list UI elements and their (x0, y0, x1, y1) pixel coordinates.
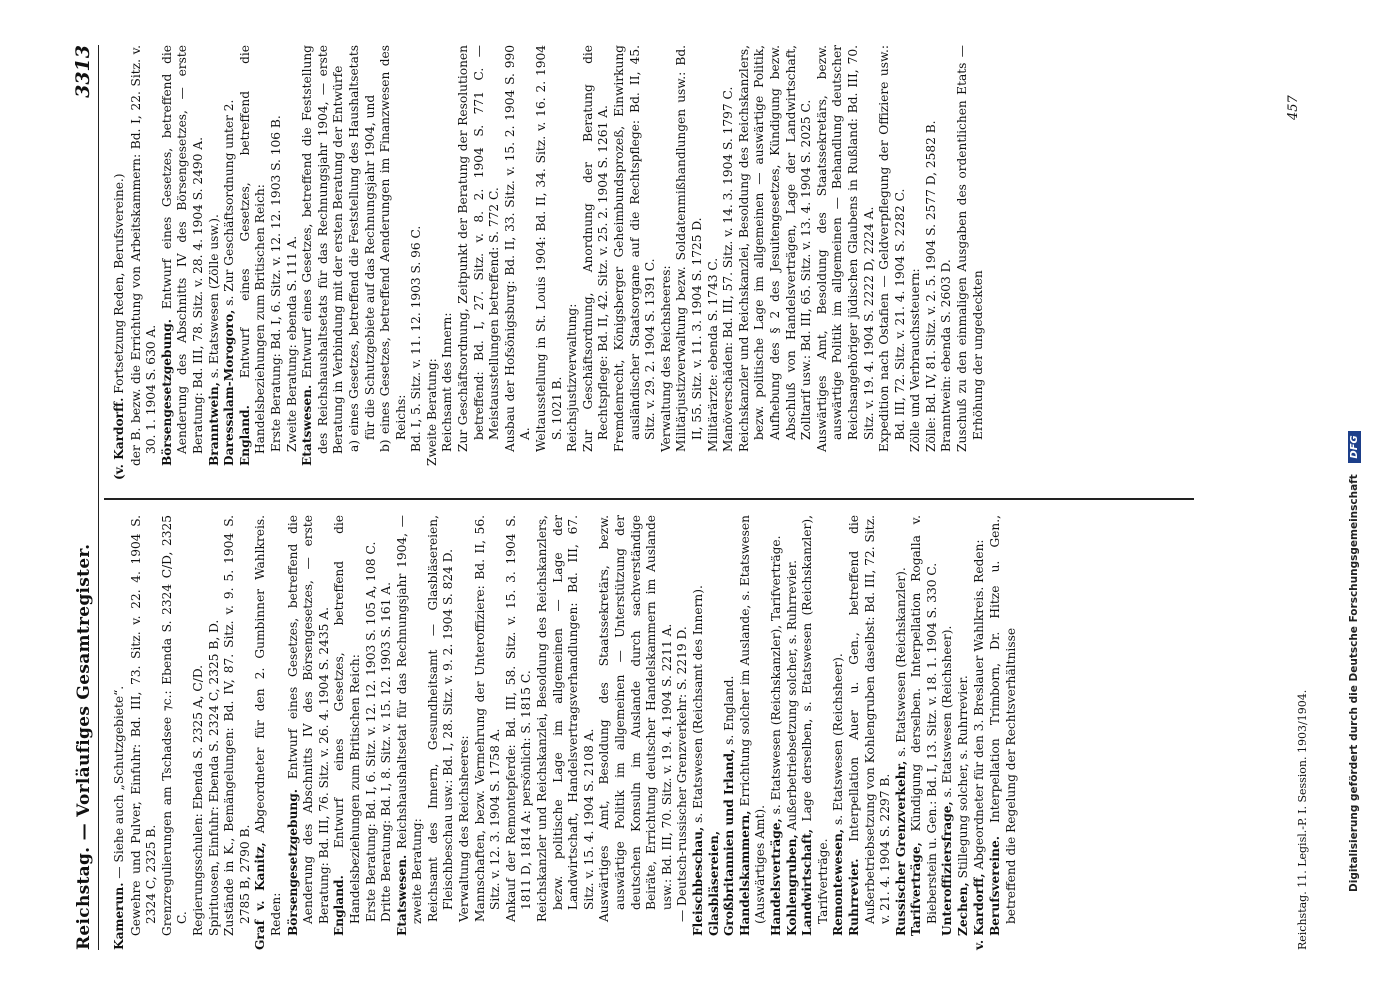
index-reference: Bd. I, 5. Sitz. v. 11. 12. 1903 S. 96 C. (409, 225, 424, 452)
subentry-text: s. Etatswesen (Reichsamt des Innern). (690, 585, 705, 827)
index-subentry: Gewehre und Pulver, Einfuhr: Bd. III, 73. Sitz. v. 22. 4. 1904 S. 2324 C, 2325 B. (128, 515, 159, 936)
dfg-logo: DFG (1348, 431, 1361, 462)
index-subentry (909, 515, 940, 950)
entry-text: Abgeordneter für den 2. Gumbinner Wahlkreis. Reden: (253, 514, 283, 936)
subentry-text: Interpellation Trimborn, Dr. Hitze u. Gen., betreffend die Regelung der Rechtsverhältnisse (988, 515, 1018, 924)
subentry-heading: Etatswesen. (394, 854, 409, 936)
index-reference: Erste Beratung: Bd. I, 6. Sitz. v. 12. 12. 1903 S. 106 B. (268, 115, 283, 452)
sheet-number: 457 (1286, 95, 1301, 120)
subentry-text: Entwurf eines Gesetzes, betreffend die Feststellung des Reichshaushaltsetats für das Rechnungsjahr 1904, — erste Beratung in Verbindung mit der ersten Beratung der Entwürfe (300, 45, 346, 454)
index-subentry (738, 515, 769, 950)
index-subentry (940, 515, 956, 950)
subentry-heading: Etatswesen. (300, 384, 315, 466)
index-subentry (988, 515, 1019, 950)
index-reference: Verwaltung des Reichsheeres: (658, 265, 673, 452)
subentry-heading: England. (237, 405, 252, 466)
index-reference: Ankauf der Remontepferde: Bd. III, 58. Sitz. v. 15. 3. 1904 S. 1811 D, 1814 A: persönlich: S. 1815 C. (503, 515, 534, 922)
index-subentry (894, 515, 910, 950)
index-reference: b) eines Gesetzes, betreffend Aenderungen im Finanzwesen des Reichs: (378, 45, 408, 452)
page-title: Reichstag. — Vorläufiges Gesamtregister. (74, 543, 94, 950)
subentry-heading: Daressalam-Morogoro, (222, 309, 237, 466)
subentry-text: s. Etatswesen (Zölle usw.). (206, 214, 221, 383)
index-subentry (207, 45, 223, 480)
subentry-text: Stillegung solcher, s. Ruhrrevier. (956, 675, 971, 883)
subentry-text: Kündigung derselben. Interpellation Rogalla v. Bieberstein u. Gen.: Bd. I, 13. Sitz. v. 18. 1. 1904 S. 330 C. (909, 515, 939, 924)
index-subentry: Spirituosen, Einfuhr: Ebenda S. 2324 C, 2325 B, D. (206, 619, 221, 936)
subentry-heading: Unteroffiziersfrage, (940, 801, 955, 936)
subentry-text: s. Etatswesen (Reichskanzler). (893, 567, 908, 761)
subentry-text: Außerbetriebsetzung solcher, s. Ruhrrevier. (784, 560, 799, 835)
subentry-heading: Börsengesetzgebung. (285, 788, 300, 936)
index-reference: Reichsamt des Innern: (440, 312, 455, 452)
index-subentry (831, 515, 847, 950)
index-entry (972, 515, 988, 950)
subentry-heading: Glasbläsereien, (706, 830, 721, 936)
index-subentry (847, 515, 894, 950)
index-subentry (238, 45, 269, 480)
index-subentry: Regierungsschulen: Ebenda S. 2325 A, C/D. (190, 664, 205, 936)
subentry-heading: Branntwein, (206, 382, 221, 466)
index-subentry (785, 515, 801, 950)
index-reference: Weltausstellung in St. Louis 1904: Bd. II, 34. Sitz. v. 16. 2. 1904 S. 1021 B. (534, 45, 564, 452)
index-reference: Militärärzte: ebenda S. 1743 C. (705, 257, 720, 452)
subentry-text: Interpellation Auer u. Gen., betreffend die Außerbetriebsetzung von Kohlengruben daselbst: Bd. III, 72. Sitz. v. 21. 4. 1904 S. 2297 B. (846, 515, 893, 924)
subentry-heading: Remontewesen, (831, 828, 846, 936)
entry-text: — Siehe auch „Schutzgebiete“. (112, 685, 126, 883)
index-subentry: der B. bezw. die Errichtung von Arbeitskammern: Bd. I, 22. Sitz. v. 30. 1. 1904 S. 630 A. (128, 45, 159, 466)
subentry-text: Entwurf eines Gesetzes, betreffend die Handelsbeziehungen zum Britischen Reich: (237, 45, 268, 454)
index-reference: Zur Geschäftsordnung, Anordnung der Beratung die Rechtspflege: Bd. II, 42. Sitz. v. 25. 2. 1904 S. 1261 A. (580, 45, 611, 452)
subentry-heading: England. (332, 875, 347, 936)
index-reference: Ausbau der Hofsönigsburg: Bd. II, 33. Sitz. v. 15. 2. 1904 S. 990 A. (502, 45, 533, 452)
index-reference: Verwaltung des Reichsheeres: (457, 735, 472, 922)
index-reference: — Deutsch-russischer Grenzverkehr: S. 2219 D. (675, 626, 690, 922)
entry-heading: Kamerun. (112, 882, 126, 950)
index-reference: Auswärtiges Amt, Besoldung des Staatssekretärs, bezw. auswärtige Politik im allgemeinen — Unterstützung der deutschen Konsuln im Auslande durch sachverständige Beiräte, Errichtung deutscher Handelskammern im Auslande usw.: Bd. III, 70. Sitz. v. 19. 4. 1904 S. 2211 A. (597, 515, 674, 922)
subentry-text: Entwurf eines Gesetzes, betreffend die Aenderung des Abschnitts IV des Börsengesetzes, — erste Beratung: Bd. III, 76. Sitz. v. 26. 4. 1904 S. 2435 A. (285, 515, 331, 924)
subentry-text: s. Etatswesen (Reichsheer). (940, 625, 955, 802)
entry-heading: (v. Kardorff. (112, 397, 126, 480)
index-reference: Reichskanzler und Reichskanzlei, Besoldung des Reichskanzlers, bezw. politische Lage im allgemeinen — Lage der Landwirtschaft, Handelsvertragsverhandlungen: Bd. III, 67. Sitz. v. 15. 4. 1904 S. 2108 A. (535, 515, 596, 922)
subentry-heading: Landwirtschaft, (800, 828, 815, 936)
index-entry (112, 515, 128, 950)
index-reference: Erste Beratung: Bd. I, 6. Sitz. v. 12. 12. 1903 S. 105 A, 108 C. (363, 541, 378, 922)
subentry-heading: Zechen, (956, 882, 971, 936)
subentry-heading: Russischer Grenzverkehr, (893, 760, 908, 936)
index-reference: Zur Geschäftsordnung, Zeitpunkt der Beratung der Resolutionen betreffend: Bd. I, 27. Sitz. v. 8. 2. 1904 S. 771 C. — Meistausstellungen betreffend: S. 772 C. (456, 45, 502, 452)
column-divider (104, 498, 1194, 500)
index-reference: Fremdenrecht, Königsberger Geheimbundsprozeß, Einwirkung ausländischer Staatsorgane auf die Rechtspflege: Bd. II, 45. Sitz. v. 29. 2. 1904 S. 1391 C. (612, 45, 658, 452)
page-header (72, 45, 99, 950)
index-reference: Dritte Beratung: Bd. I, 8. Sitz. v. 15. 12. 1903 S. 161 A. (379, 582, 394, 922)
entry-heading: v. Kardorff, (971, 873, 986, 950)
index-subentry (722, 515, 738, 950)
entry-text: Fortsetzung Reden, Berufsvereine.) (112, 173, 126, 398)
subentry-heading: Großbritannien und Irland, (722, 748, 737, 936)
index-reference: Reichsamt des Innern, Gesundheitsamt — Glasbläsereien, Fleischbeschau usw.: Bd. I, 28. Sitz. v. 9. 2. 1904 S. 824 D. (425, 515, 456, 922)
left-column (112, 515, 1019, 950)
index-subentry (395, 515, 426, 950)
subentry-text: Entwurf eines Gesetzes, betreffend die Aenderung des Abschnitts IV des Börsengesetzes, — erste Beratung: Bd. III, 78. Sitz. v. 28. 4. 1904 S. 2490 A. (159, 45, 205, 454)
index-subentry (222, 45, 238, 480)
index-subentry (286, 515, 333, 950)
index-reference: Reichskanzler und Reichskanzlei, Besoldung des Reichskanzlers, bezw. politische Lage im allgemeinen — auswärtige Politik, Aufhebung des § 2 des Jesuitengesetzes, Kündigung bezw. Abschluß von Handelsverträgen, Lage der Landwirtschaft, Zolltarif usw.: Bd. III, 65. Sitz. v. 13. 4. 1904 S. 2025 C. (736, 45, 814, 452)
index-reference: Mannschaften, bezw. Vermehrung der Unteroffiziere: Bd. II, 56. Sitz. v. 12. 3. 1904 S. 1758 A. (472, 515, 503, 922)
subentry-heading: Berufsvereine. (988, 836, 1003, 936)
footer-note: Reichstag. 11. Legisl.-P. I. Session. 1903/1904. (1296, 689, 1309, 950)
index-subentry (332, 515, 363, 950)
credit-text: Digitalisierung gefördert durch die Deutsche Forschungsgemeinschaft (1348, 474, 1360, 892)
digitization-credit (1348, 12, 1376, 892)
index-reference: Auswärtiges Amt, Besoldung des Staatssekretärs, bezw. auswärtige Politik im allgemeinen — Behandlung deutscher Reichsangehöriger jüdischen Glaubens in Rußland: Bd. III, 70. Sitz. v. 19. 4. 1904 S. 2222 D, 2224 A. (814, 45, 876, 452)
index-subentry: Grenzregulierungen am Tschadsee ⁊c.: Ebenda S. 2324 C/D, 2325 C. (159, 515, 190, 936)
subentry-text: Reichshaushaltsetat für das Rechnungsjahr 1904, — zweite Beratung: (394, 515, 425, 924)
index-reference: Branntwein: ebenda S. 2603 D. (939, 259, 954, 452)
subentry-heading: Fleischbeschau, (690, 826, 705, 936)
index-reference: Zölle: Bd. IV, 81. Sitz. v. 2. 5. 1904 S. 2577 D, 2582 B. (923, 120, 938, 452)
index-subentry: Zweite Beratung: (424, 358, 439, 466)
index-subentry (956, 515, 972, 950)
index-reference: Militärjustizverwaltung bezw. Soldatenmißhandlungen usw.: Bd. II, 55. Sitz. v. 11. 3. 1904 S. 1725 D. (674, 45, 704, 452)
entry-text: Abgeordneter für den 3. Breslauer Wahlkreis. Reden: (971, 539, 986, 874)
subentry-heading: Börsengesetzgebung. (159, 318, 174, 466)
subentry-text: s. Zur Geschäftsordnung unter 2. (222, 99, 237, 310)
index-reference: Manöverschäden: Bd. III, 57. Sitz. v. 14. 3. 1904 S. 1797 C. (721, 86, 736, 452)
subentry-text: s. Etatswesen (Reichsheer). (831, 653, 846, 829)
index-subentry (707, 515, 723, 950)
index-subentry (300, 45, 347, 480)
index-subentry (691, 515, 707, 950)
page-number: 3313 (72, 45, 94, 98)
index-subentry (160, 45, 207, 480)
index-reference: Zweite Beratung: ebenda S. 111 A. (284, 235, 299, 452)
index-reference: Expedition nach Ostafien — Geldverpflegung der Offiziere usw.: Bd. III, 72. Sitz. v. 21. 4. 1904 S. 2282 C. (877, 45, 907, 452)
index-entry (112, 45, 128, 480)
index-reference: Zuschuß zu den einmaligen Ausgaben des ordentlichen Etats — Erhöhung der ungedeckten (955, 45, 985, 452)
entry-heading: Graf v. Kanitz, (253, 842, 268, 950)
document-page (34, 0, 1344, 1000)
index-subentry (800, 515, 831, 950)
index-subentry: Zustände in K., Bemängelungen: Bd. IV, 87. Sitz. v. 9. 5. 1904 S. 2785 B, 2790 B. (222, 515, 252, 936)
subentry-heading: Kohlengruben, (784, 834, 799, 936)
index-reference: a) eines Gesetzes, betreffend die Feststellung des Haushaltsetats für die Schutzgebiete auf das Rechnungsjahr 1904, und (346, 45, 377, 452)
subentry-text: s. Etatswesen (Reichskanzler), Tarifverträge. (768, 535, 783, 819)
index-reference: Reichsjustizverwaltung: (565, 303, 580, 452)
right-column (112, 45, 986, 480)
index-subentry (769, 515, 785, 950)
subentry-text: s. England. (722, 675, 737, 749)
subentry-heading: Handelskammern, (737, 810, 752, 936)
subentry-heading: Ruhrrevier. (846, 858, 861, 936)
subentry-heading: Handelsverträge, (768, 818, 783, 936)
subentry-text: Errichtung solcher im Auslande, s. Etatswesen (Auswärtiges Amt). (737, 515, 768, 924)
subentry-text: Entwurf eines Gesetzes, betreffend die Handelsbeziehungen zum Britischen Reich: (332, 515, 362, 924)
index-entry (253, 515, 284, 950)
index-reference: Zölle und Verbrauchssteuern: (908, 268, 923, 452)
subentry-heading: Tarifverträge, (909, 842, 924, 936)
subentry-text: Lage derselben, s. Etatswesen (Reichskanzler), Tarifverträge. (800, 515, 830, 924)
